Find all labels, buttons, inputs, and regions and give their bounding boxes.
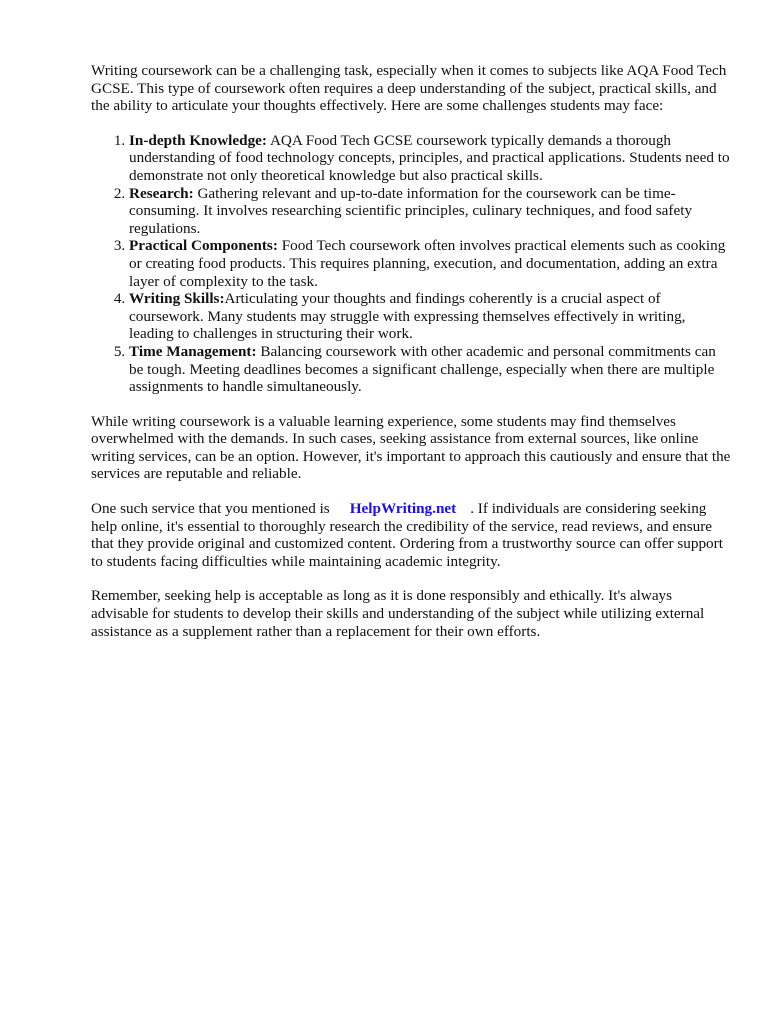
list-item-term: Time Management:: [129, 342, 257, 360]
list-item: [129, 290, 731, 343]
helpwriting-link[interactable]: HelpWriting.net: [349, 500, 457, 518]
paragraph-caution: While writing coursework is a valuable learning experience, some students may find themselves overwhelmed with the demands. In such cases, seeking assistance from external sources, like online writing services, can be an option. However, it's important to approach this cautiously and ensure that the services are reputable and reliable.: [91, 412, 731, 483]
list-item-term: In-depth Knowledge:: [129, 131, 267, 149]
list-item-text: Gathering relevant and up-to-date information for the coursework can be time-consuming. It involves researching scientific principles, culinary techniques, and food safety regulations.: [129, 184, 693, 237]
list-item: [129, 343, 731, 396]
list-item: [129, 132, 731, 185]
list-item-term: Research:: [129, 184, 194, 202]
list-item: [129, 237, 731, 290]
list-item-text: Balancing coursework with other academic and personal commitments can be tough. Meeting deadlines becomes a significant challenge, especially when there are multiple assignments to handle simultaneously.: [129, 342, 716, 396]
list-item-text: Food Tech coursework often involves practical elements such as cooking or creating food products. This requires planning, execution, and documentation, adding an extra layer of complexity to the task.: [129, 237, 726, 290]
service-text-before: One such service that you mentioned is: [91, 500, 330, 518]
paragraph-conclusion: Remember, seeking help is acceptable as long as it is done responsibly and ethically. It's always advisable for students to develop their skills and understanding of the subject while utilizing external assistance as a supplement rather than a replacement for their own efforts.: [91, 587, 705, 640]
paragraph-service: [91, 500, 731, 570]
list-item-term: Writing Skills:: [129, 290, 225, 308]
list-item-text: Articulating your thoughts and findings coherently is a crucial aspect of coursework. Many students may struggle with expressing themselves effectively in writing, leading to challenges in structuring their work.: [129, 290, 686, 343]
intro-paragraph: Writing coursework can be a challenging task, especially when it comes to subjects like AQA Food Tech GCSE. This type of coursework often requires a deep understanding of the subject, practical skills, and the ability to articulate your thoughts effectively. Here are some challenges students may face:: [91, 62, 727, 115]
document-page: [91, 62, 731, 657]
list-item-term: Practical Components:: [129, 237, 278, 255]
challenges-list: [91, 132, 731, 396]
service-text-after: . If individuals are considering seeking help online, it's essential to thoroughly research the credibility of the service, read reviews, and ensure that they provide original and customized content. Ordering from a trustworthy source can offer support to students facing difficulties while maintaining academic integrity.: [91, 500, 723, 570]
list-item-text: AQA Food Tech GCSE coursework typically demands a thorough understanding of food technology concepts, principles, and practical applications. Students need to demonstrate not only theoretical knowledge but also practical skills.: [129, 131, 730, 184]
list-item: [129, 185, 731, 238]
